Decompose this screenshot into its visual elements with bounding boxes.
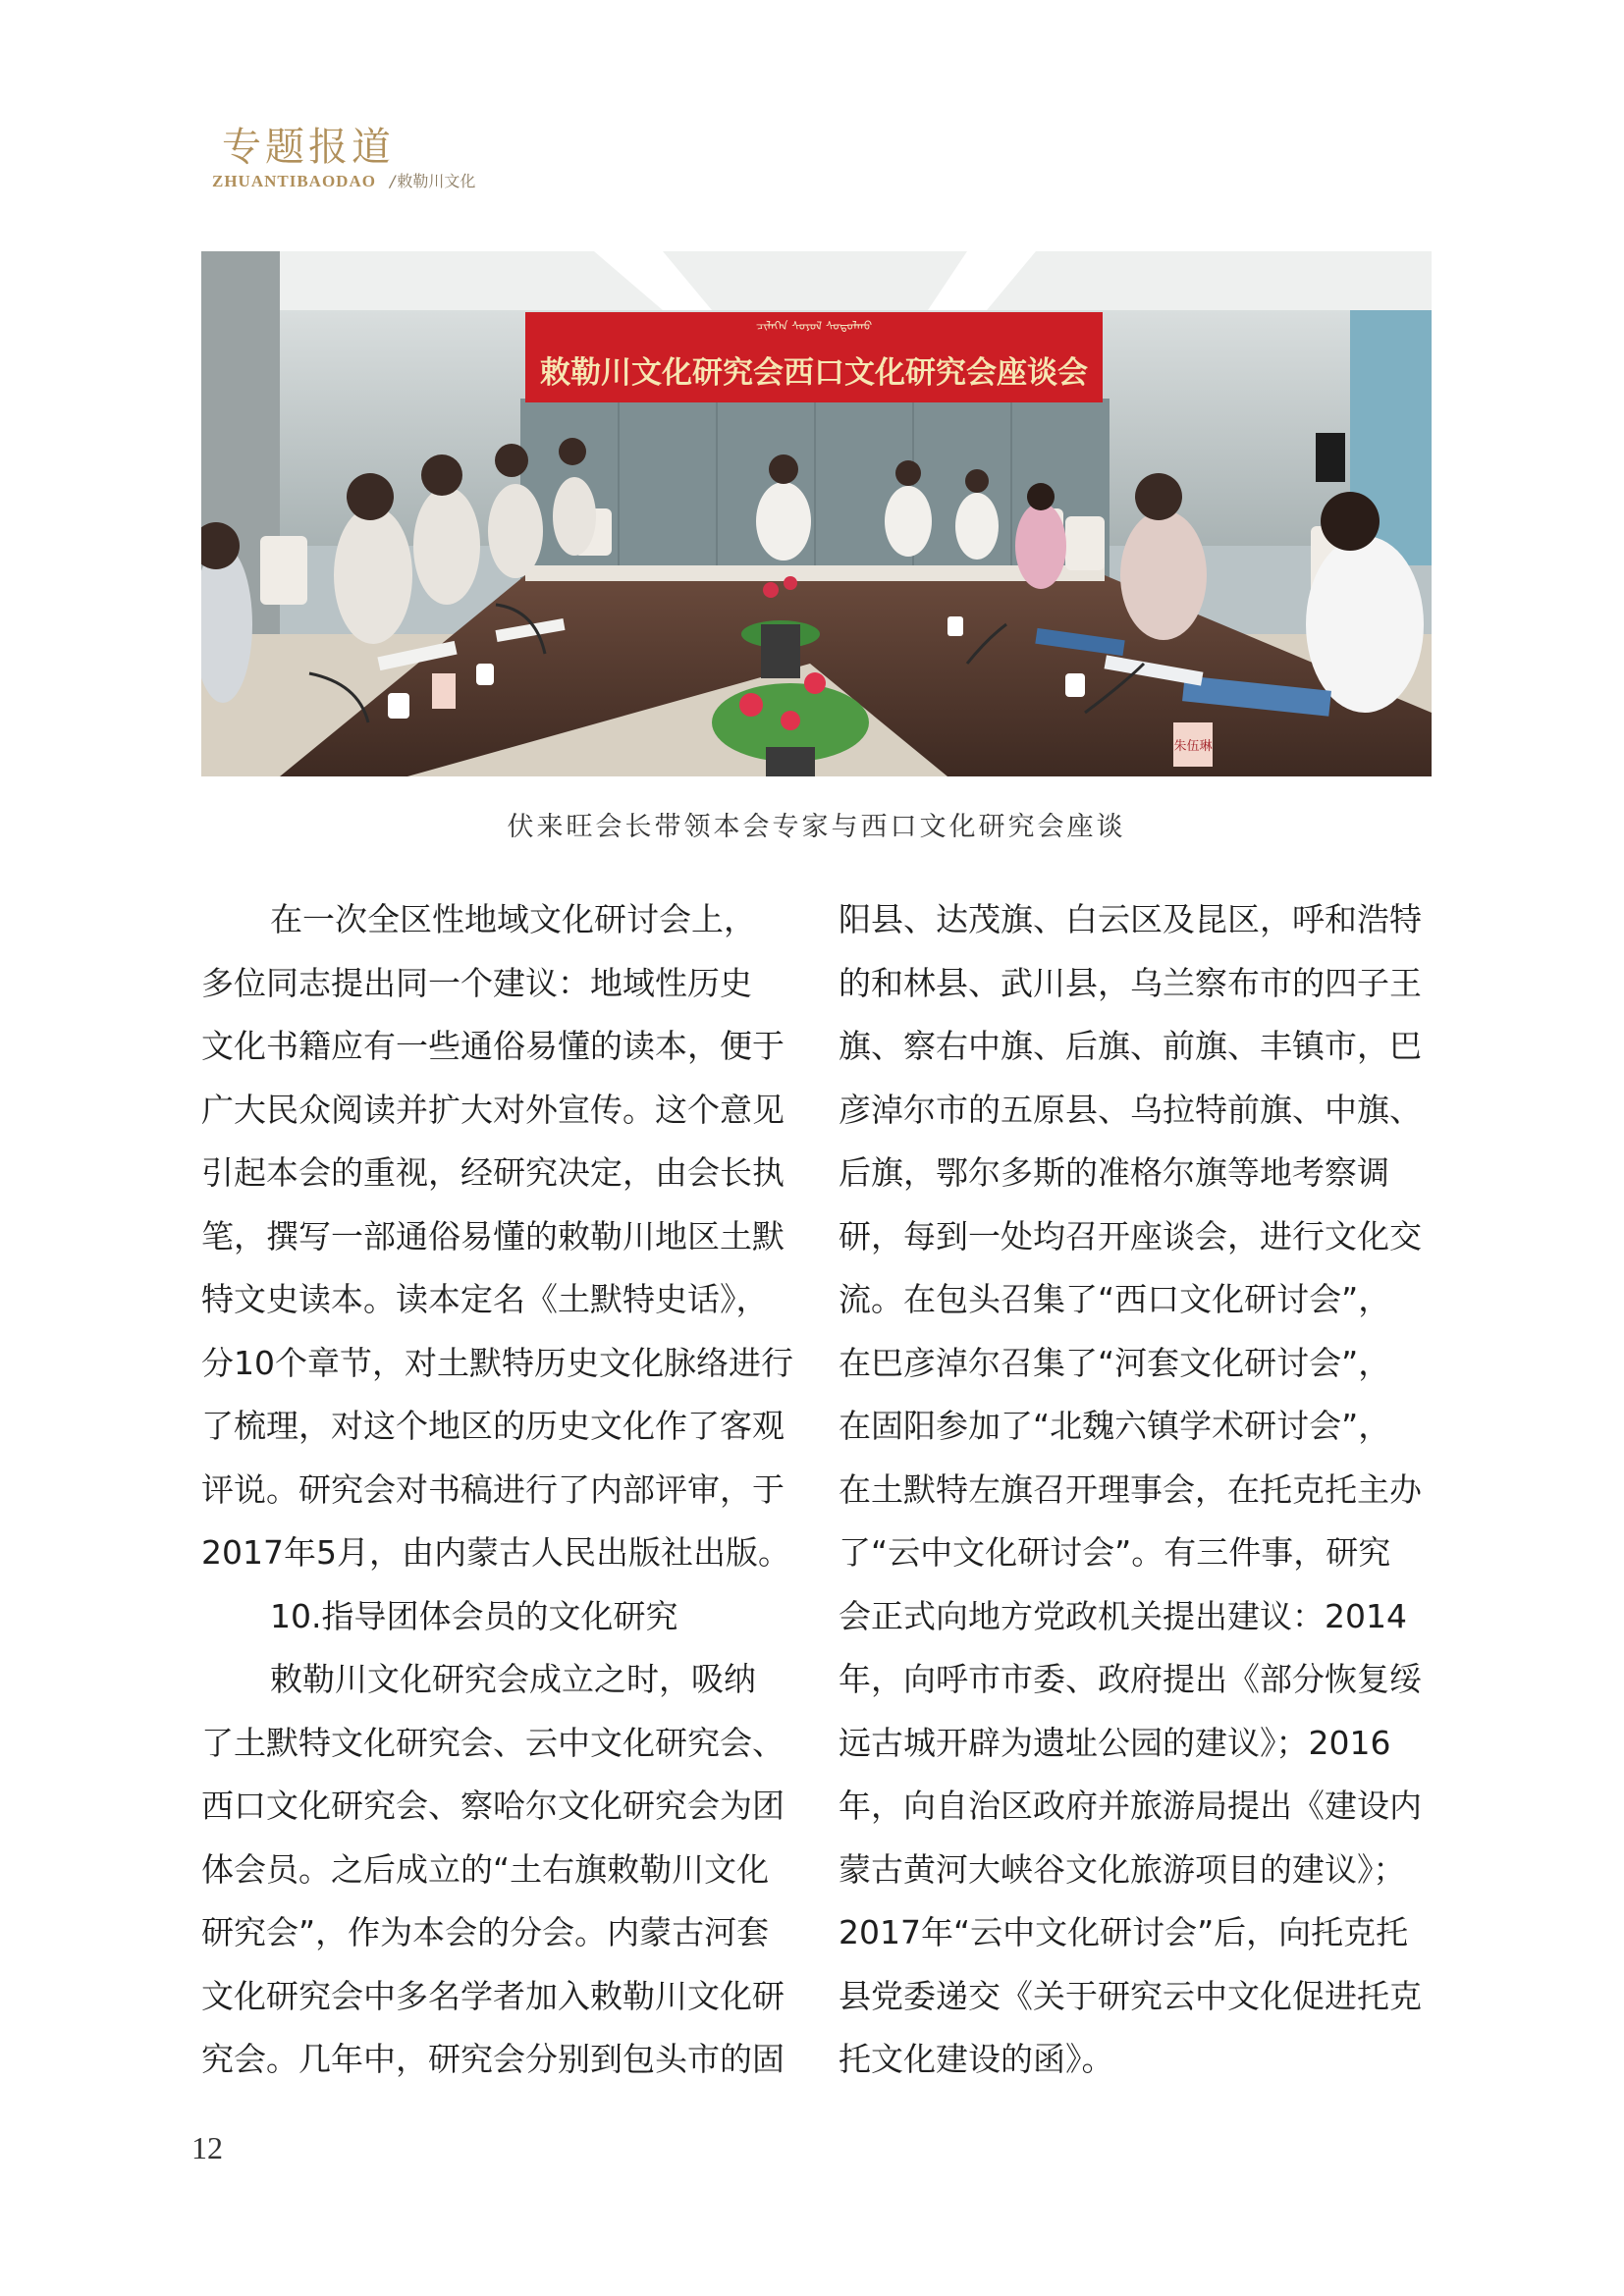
text-line: 县党委递交《关于研究云中文化促进托克: [839, 1976, 1422, 2015]
text-line: 笔，撰写一部通俗易懂的敕勒川地区土默: [201, 1216, 785, 1255]
name-card-text: 朱伍琳: [1173, 739, 1213, 754]
text-line: 年，向自治区政府并旅游局提出《建设内: [839, 1787, 1422, 1825]
text-line: 流。在包头召集了“西口文化研讨会”，: [839, 1280, 1391, 1318]
text-line: 引起本会的重视，经研究决定，由会长执: [201, 1153, 785, 1192]
text-line: 研究会”，作为本会的分会。内蒙古河套: [201, 1913, 770, 1951]
text-line: 分10个章节，对土默特历史文化脉络进行: [201, 1343, 793, 1382]
text-line: 在一次全区性地域文化研讨会上，: [270, 900, 756, 938]
text-line: 在固阳参加了“北魏六镇学术研讨会”，: [839, 1407, 1391, 1445]
text-line: 了土默特文化研究会、云中文化研究会、: [201, 1723, 785, 1762]
svg-text:ᠴᠢᠯᠡᠭᠡᠨ ᠰᠤᠶᠤᠯ ᠰᠤᠳᠤᠯᠬᠤ: ᠴᠢᠯᠡᠭᠡᠨ ᠰᠤᠶᠤᠯ ᠰᠤᠳᠤᠯᠬᠤ: [755, 319, 873, 333]
text-line: 多位同志提出同一个建议：地域性历史: [201, 963, 752, 1002]
text-line: 托文化建设的函》。: [839, 2040, 1114, 2078]
photo-caption: 伏来旺会长带领本会专家与西口文化研究会座谈: [507, 812, 1126, 842]
article-column-right: [839, 888, 1437, 2092]
text-line: 会正式向地方党政机关提出建议：2014: [839, 1596, 1407, 1635]
section-subtitle: [212, 169, 475, 191]
text-line: 年，向呼市市委、政府提出《部分恢复绥: [839, 1660, 1422, 1698]
text-line: 广大民众阅读并扩大对外宣传。这个意见: [201, 1090, 785, 1129]
text-line: 旗、察右中旗、后旗、前旗、丰镇市，巴: [839, 1027, 1422, 1065]
text-line: 后旗，鄂尔多斯的准格尔旗等地考察调: [839, 1153, 1389, 1192]
section-topic: / 敕勒川文化: [389, 172, 476, 190]
text-line: 评说。研究会对书稿进行了内部评审，于: [201, 1469, 785, 1509]
text-line: 彦淖尔市的五原县、乌拉特前旗、中旗、: [839, 1090, 1422, 1129]
text-line: 2017年“云中文化研讨会”后，向托克托: [839, 1913, 1409, 1951]
text-line: 文化研究会中多名学者加入敕勒川文化研: [201, 1976, 785, 2015]
text-line: 了“云中文化研讨会”。有三件事，研究: [839, 1533, 1391, 1572]
text-line: 文化书籍应有一些通俗易懂的读本，便于: [201, 1027, 785, 1065]
text-line: 远古城开辟为遗址公园的建议》；2016: [839, 1723, 1391, 1762]
section-title: 专题报道: [222, 125, 395, 170]
text-line: 敕勒川文化研究会成立之时，吸纳: [270, 1660, 756, 1698]
text-line: 究会。几年中，研究会分别到包头市的固: [201, 2040, 785, 2078]
section-title-en: ZHUANTIBAODAO: [212, 172, 376, 190]
meeting-photo: [201, 251, 1432, 776]
text-line: 体会员。之后成立的“土右旗敕勒川文化: [201, 1849, 770, 1889]
text-line: 特文史读本。读本定名《土默特史话》，: [201, 1280, 769, 1318]
article-column-left: [201, 888, 800, 2092]
section-heading: 10.指导团体会员的文化研究: [270, 1596, 678, 1635]
text-line: 2017年5月，由内蒙古人民出版社出版。: [201, 1533, 790, 1572]
banner-text: 敕勒川文化研究会西口文化研究会座谈会: [540, 355, 1088, 391]
text-line: 的和林县、武川县，乌兰察布市的四子王: [839, 963, 1422, 1002]
text-line: 西口文化研究会、察哈尔文化研究会为团: [201, 1787, 785, 1825]
text-line: 在土默特左旗召开理事会，在托克托主办: [839, 1469, 1422, 1509]
text-line: 研，每到一处均召开座谈会，进行文化交: [839, 1216, 1422, 1255]
text-line: 阳县、达茂旗、白云区及昆区，呼和浩特: [839, 900, 1422, 938]
text-line: 蒙古黄河大峡谷文化旅游项目的建议》；: [839, 1849, 1406, 1889]
page-number: 12: [191, 2130, 223, 2165]
text-line: 在巴彦淖尔召集了“河套文化研讨会”，: [839, 1343, 1391, 1382]
text-line: 了梳理，对这个地区的历史文化作了客观: [201, 1407, 785, 1445]
